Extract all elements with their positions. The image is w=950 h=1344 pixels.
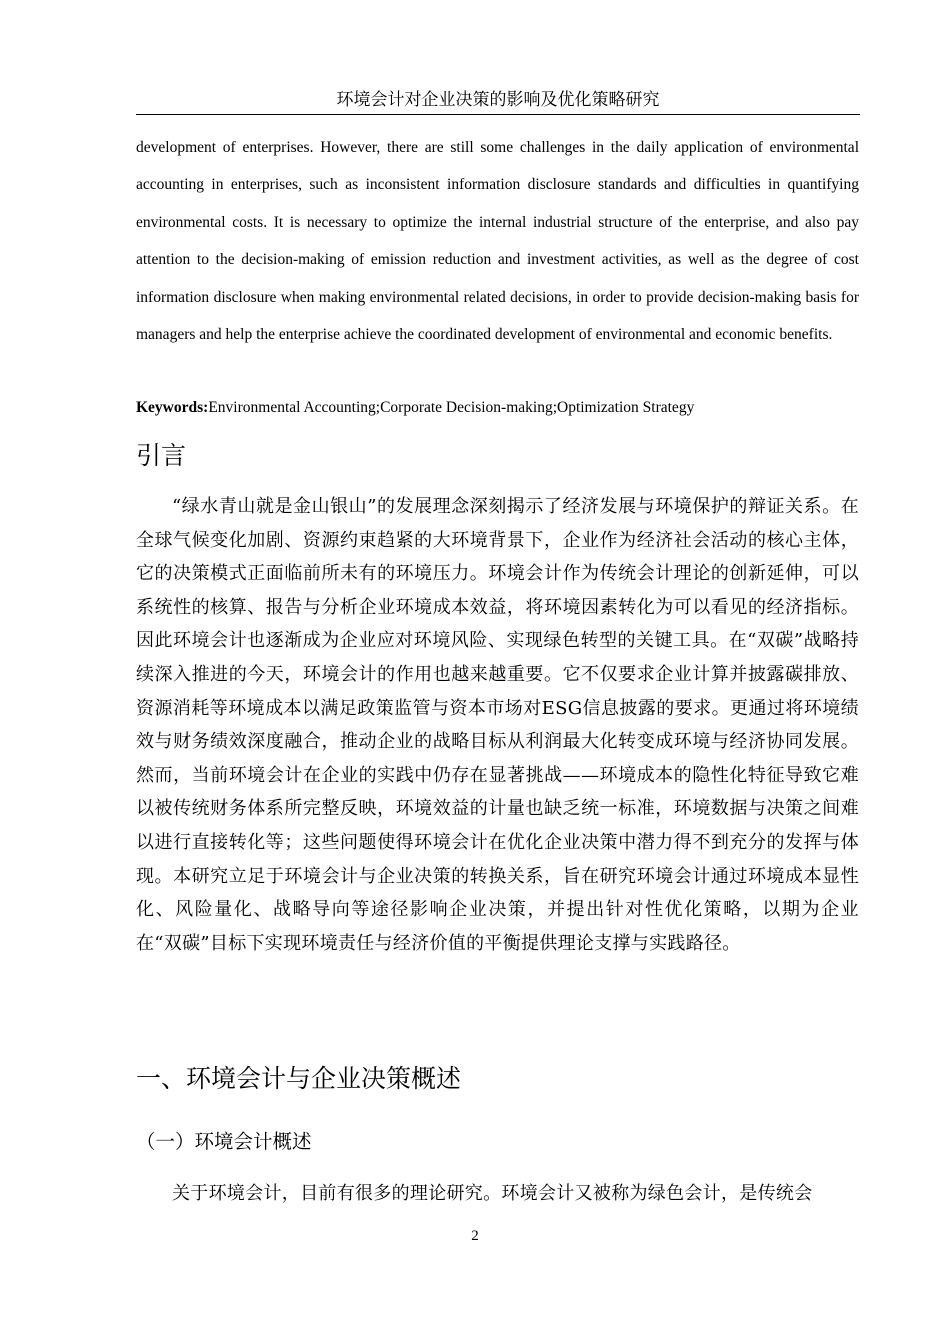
section-1-heading: 一、环境会计与企业决策概述: [136, 1064, 462, 1093]
running-header: 环境会计对企业决策的影响及优化策略研究: [136, 86, 860, 115]
english-abstract: [136, 129, 859, 353]
section-1-subheading: （一）环境会计概述: [136, 1130, 312, 1153]
section-1-body: [136, 1177, 859, 1211]
keywords-label: Keywords:: [136, 399, 209, 416]
abstract-paragraph: development of enterprises. However, there are still some challenges in the daily application of environmental accounting in enterprises, such as inconsistent information disclosure standards and difficulties in quantifying environmental costs. It is necessary to optimize the internal industrial structure of the enterprise, and also pay attention to the decision-making of emission reduction and investment activities, as well as the degree of cost information disclosure when making environmental related decisions, in order to provide decision-making basis for managers and help the enterprise achieve the coordinated development of environmental and economic benefits.: [136, 139, 859, 344]
intro-paragraph: “绿水青山就是金山银山”的发展理念深刻揭示了经济发展与环境保护的辩证关系。在全球气候变化加剧、资源约束趋紧的大环境背景下，企业作为经济社会活动的核心主体，它的决策模式正面临前所未有的环境压力。环境会计作为传统会计理论的创新延伸，可以系统性的核算、报告与分析企业环境成本效益，将环境因素转化为可以看见的经济指标。因此环境会计也逐渐成为企业应对环境风险、实现绿色转型的关键工具。在“双碳”战略持续深入推进的今天，环境会计的作用也越来越重要。它不仅要求企业计算并披露碳排放、资源消耗等环境成本以满足政策监管与资本市场对ESG信息披露的要求。更通过将环境绩效与财务绩效深度融合，推动企业的战略目标从利润最大化转变成环境与经济协同发展。然而，当前环境会计在企业的实践中仍存在显著挑战——环境成本的隐性化特征导致它难以被传统财务体系所完整反映，环境效益的计量也缺乏统一标准，环境数据与决策之间难以进行直接转化等；这些问题使得环境会计在优化企业决策中潜力得不到充分的发挥与体现。本研究立足于环境会计与企业决策的转换关系，旨在研究环境会计通过环境成本显性化、风险量化、战略导向等途径影响企业决策，并提出针对性优化策略，以期为企业在“双碳”目标下实现环境责任与经济价值的平衡提供理论支撑与实践路径。: [136, 496, 859, 954]
page-number: 2: [471, 1228, 479, 1244]
section-1-paragraph: 关于环境会计，目前有很多的理论研究。环境会计又被称为绿色会计，是传统会: [172, 1183, 813, 1204]
intro-heading: 引言: [136, 441, 187, 470]
intro-body: [136, 490, 859, 960]
keywords-value: Environmental Accounting;Corporate Decision-making;Optimization Strategy: [208, 399, 695, 416]
keywords-line: [136, 396, 859, 420]
